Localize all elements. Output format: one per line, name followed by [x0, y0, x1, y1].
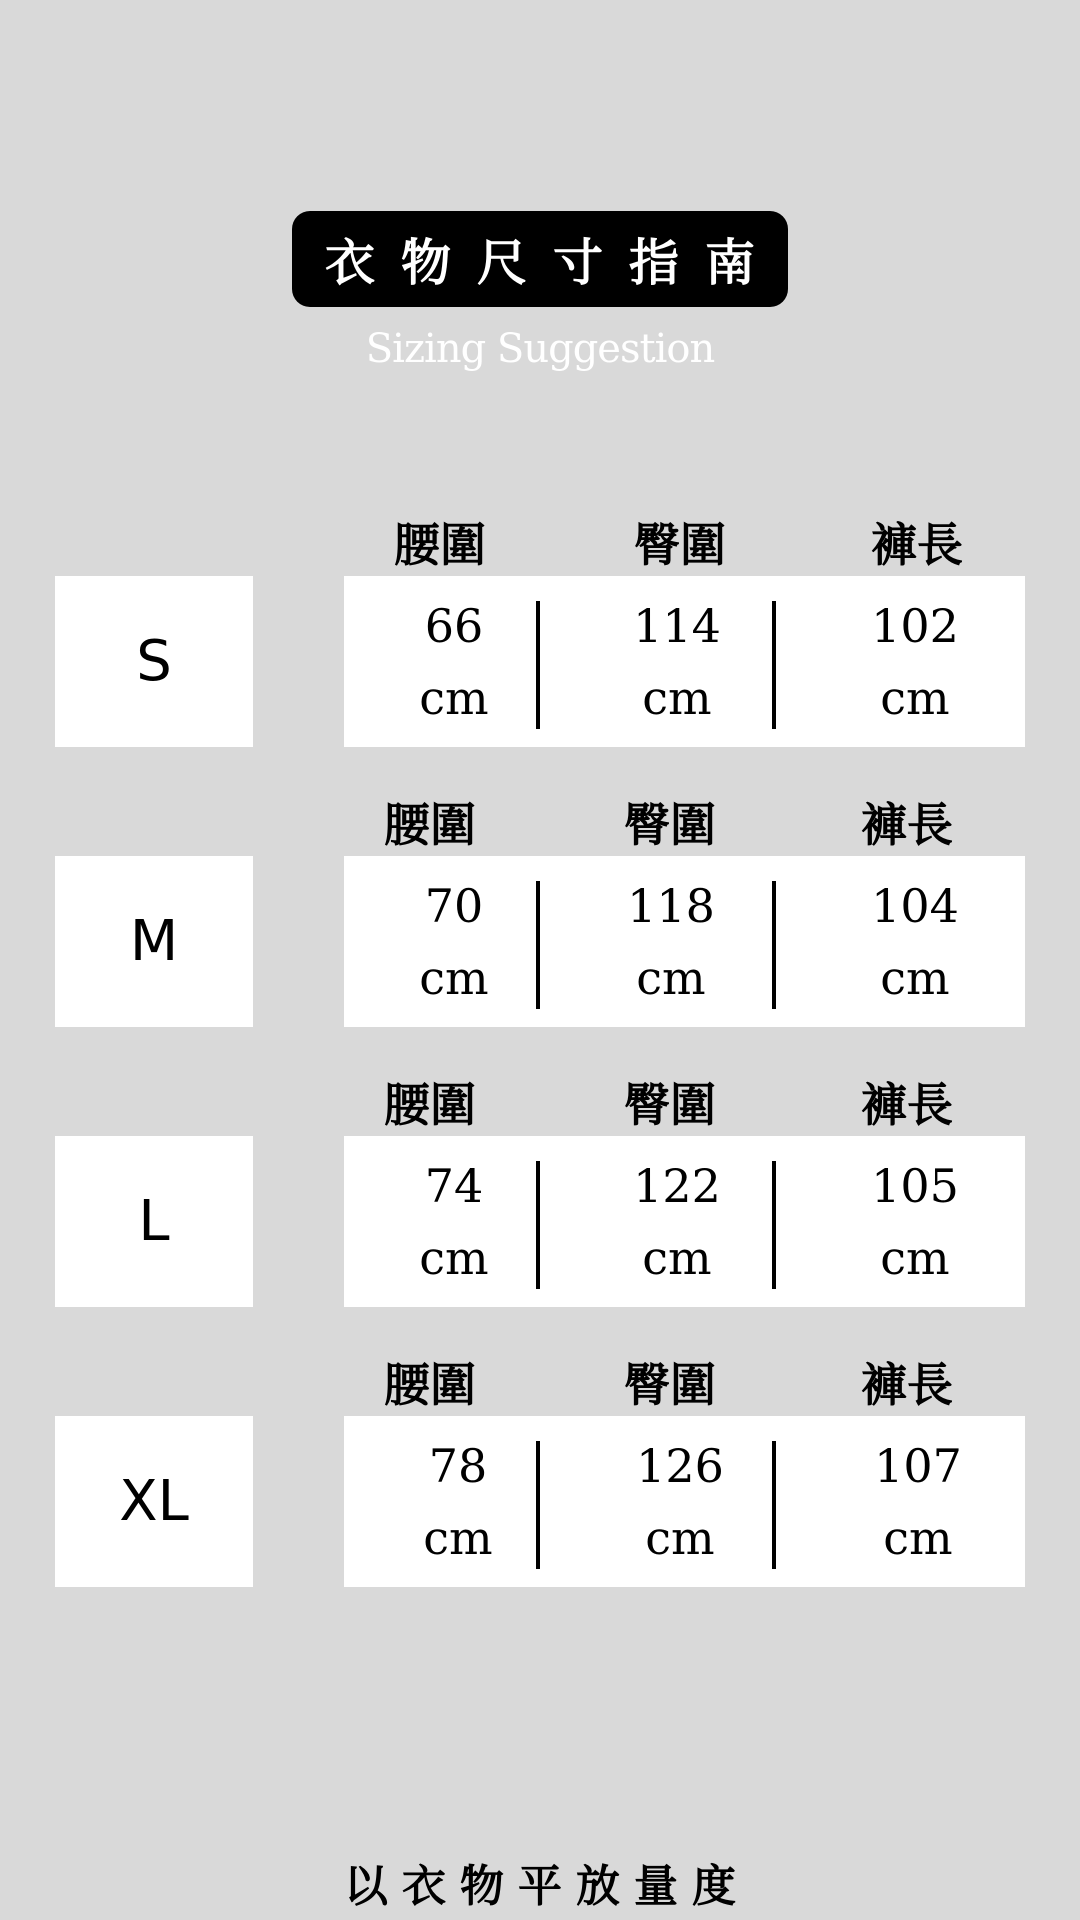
- column-header-hip: 臀圍: [634, 518, 726, 572]
- length-value: [805, 576, 1025, 747]
- measurement-box: [344, 856, 1025, 1027]
- hip-value: [570, 1416, 790, 1587]
- page-subtitle: Sizing Suggestion: [365, 326, 715, 372]
- value-unit: cm: [642, 1230, 712, 1285]
- column-divider: [536, 1441, 540, 1569]
- value-unit: cm: [883, 1510, 953, 1565]
- column-divider: [772, 1441, 776, 1569]
- hip-value: [561, 856, 781, 1027]
- value-number: 104: [871, 878, 959, 933]
- value-unit: cm: [419, 670, 489, 725]
- column-divider: [772, 1161, 776, 1289]
- value-number: 122: [633, 1158, 721, 1213]
- size-label: L: [55, 1136, 253, 1307]
- measurement-note: 以衣物平放量度: [344, 1861, 750, 1912]
- value-unit: cm: [636, 950, 706, 1005]
- value-number: 126: [636, 1438, 724, 1493]
- waist-value: [344, 1136, 564, 1307]
- column-header-waist: 腰圍: [384, 1078, 476, 1132]
- waist-value: [348, 1416, 568, 1587]
- length-value: [808, 1416, 1028, 1587]
- column-header-hip: 臀圍: [624, 1078, 716, 1132]
- column-header-waist: 腰圍: [384, 798, 476, 852]
- measurement-box: [344, 1136, 1025, 1307]
- value-unit: cm: [880, 1230, 950, 1285]
- size-row-m: [0, 795, 1080, 1025]
- value-unit: cm: [880, 670, 950, 725]
- size-label: XL: [55, 1416, 253, 1587]
- size-row-l: [0, 1075, 1080, 1305]
- column-divider: [536, 1161, 540, 1289]
- value-unit: cm: [880, 950, 950, 1005]
- column-header-hip: 臀圍: [624, 798, 716, 852]
- value-unit: cm: [645, 1510, 715, 1565]
- hip-value: [567, 576, 787, 747]
- column-header-length: 褲長: [861, 1078, 953, 1132]
- size-row-xl: [0, 1355, 1080, 1585]
- value-number: 114: [633, 598, 721, 653]
- measurement-box: [344, 1416, 1025, 1587]
- value-number: 105: [871, 1158, 959, 1213]
- size-label: S: [55, 576, 253, 747]
- value-unit: cm: [419, 1230, 489, 1285]
- page-title: 衣物尺寸指南: [325, 234, 781, 292]
- column-header-length: 褲長: [871, 518, 963, 572]
- size-row-s: [0, 515, 1080, 745]
- length-value: [805, 856, 1025, 1027]
- value-number: 66: [424, 598, 484, 653]
- hip-value: [567, 1136, 787, 1307]
- value-number: 107: [874, 1438, 962, 1493]
- column-header-hip: 臀圍: [624, 1358, 716, 1412]
- value-number: 102: [871, 598, 959, 653]
- value-number: 78: [428, 1438, 488, 1493]
- size-label: M: [55, 856, 253, 1027]
- title-badge: [292, 211, 788, 307]
- measurement-box: [344, 576, 1025, 747]
- length-value: [805, 1136, 1025, 1307]
- value-unit: cm: [642, 670, 712, 725]
- column-divider: [772, 601, 776, 729]
- value-unit: cm: [423, 1510, 493, 1565]
- column-header-waist: 腰圍: [384, 1358, 476, 1412]
- column-header-waist: 腰圍: [394, 518, 486, 572]
- column-divider: [536, 881, 540, 1009]
- waist-value: [344, 856, 564, 1027]
- value-number: 74: [424, 1158, 484, 1213]
- column-divider: [772, 881, 776, 1009]
- column-header-length: 褲長: [861, 798, 953, 852]
- value-number: 118: [627, 878, 715, 933]
- value-unit: cm: [419, 950, 489, 1005]
- value-number: 70: [424, 878, 484, 933]
- column-header-length: 褲長: [861, 1358, 953, 1412]
- column-divider: [536, 601, 540, 729]
- waist-value: [344, 576, 564, 747]
